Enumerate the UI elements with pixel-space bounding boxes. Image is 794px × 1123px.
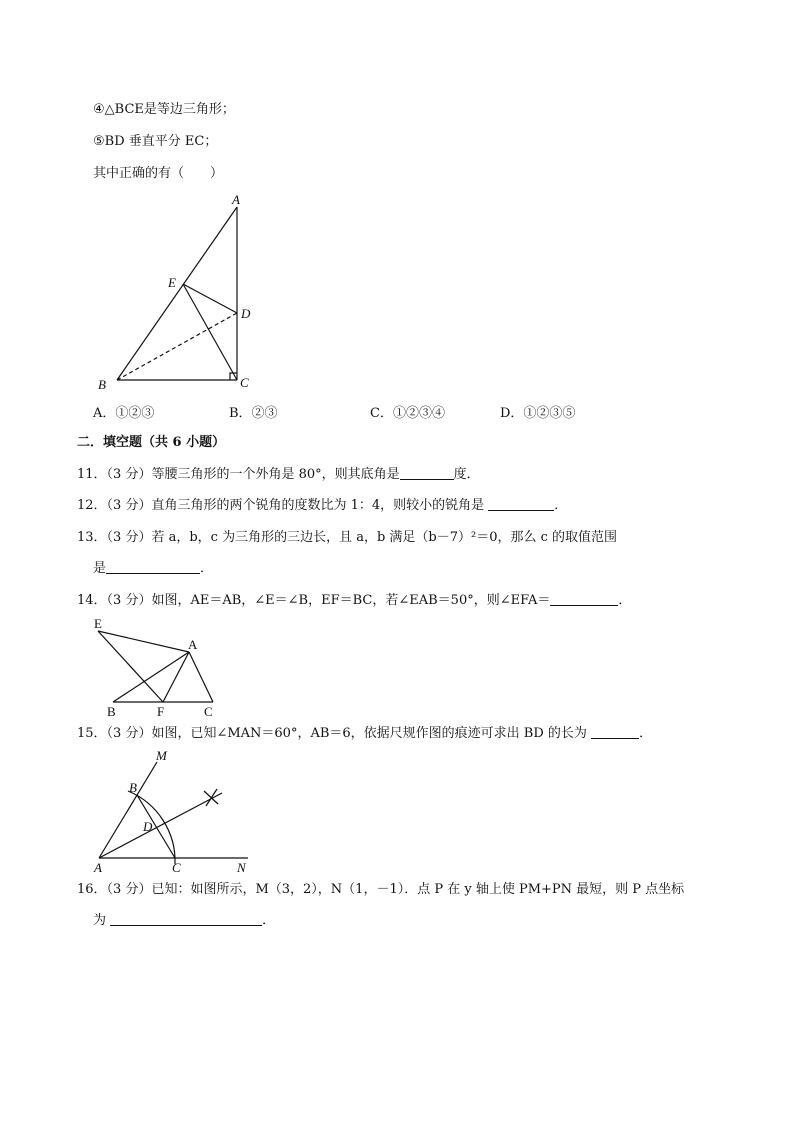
label-a: A: [188, 637, 198, 652]
question-11-suffix: 度．: [453, 467, 480, 482]
option-b[interactable]: B．②③: [229, 406, 278, 421]
label-c: C: [240, 375, 249, 390]
label-b: B: [107, 704, 116, 719]
answer-blank-16[interactable]: [110, 912, 262, 926]
label-b: B: [98, 377, 106, 392]
label-n: N: [237, 860, 246, 875]
option-d[interactable]: D．①②③⑤: [500, 406, 576, 421]
question-12-suffix: ．: [554, 498, 568, 513]
question-prompt: 其中正确的有（ ）: [93, 166, 224, 181]
label-e: E: [168, 275, 176, 290]
label-d: D: [241, 306, 251, 321]
bisector-ray: [99, 793, 222, 858]
statement-5: ⑤BD 垂直平分 EC；: [93, 134, 218, 149]
section-title: 二．填空题（共 6 小题）: [77, 435, 226, 450]
question-16-line2: [93, 912, 275, 930]
label-a: A: [94, 860, 102, 875]
question-11-text: 11．（3 分）等腰三角形的一个外角是 80°，则其底角是: [77, 467, 400, 482]
question-15-suffix: ．: [639, 726, 653, 741]
label-f: F: [157, 704, 165, 719]
label-b: B: [129, 780, 137, 795]
statement-4: ④△BCE是等边三角形；: [93, 102, 235, 117]
label-c: C: [172, 860, 181, 875]
question-13-suffix: ．: [200, 561, 214, 576]
question-13-prefix: 是: [93, 561, 107, 576]
arc-mark-2: [206, 789, 217, 806]
question-14-text: 14．（3 分）如图，AE＝AB，∠E＝∠B，EF＝BC，若∠EAB＝50°，则∠EFA＝: [77, 593, 551, 608]
question-16: 16．（3 分）已知：如图所示，M（3，2），N（1，－1）．点 P 在 y 轴上使 PM+PN 最短，则 P 点坐标: [77, 882, 685, 897]
label-m: M: [156, 748, 167, 763]
question-13: 13．（3 分）若 a，b，c 为三角形的三边长，且 a，b 满足（b－7）²＝0，那么 c 的取值范围: [77, 530, 618, 545]
option-c[interactable]: C．①②③④: [370, 406, 445, 421]
label-c: C: [204, 704, 213, 719]
label-e: E: [94, 616, 102, 631]
label-d: D: [143, 819, 153, 834]
label-a: A: [232, 192, 240, 207]
option-a[interactable]: A．①②③: [93, 406, 155, 421]
question-14-suffix: ．: [618, 593, 632, 608]
ray-am: [99, 762, 157, 858]
question-12-text: 12．（3 分）直角三角形的两个锐角的度数比为 1：4，则较小的锐角是: [77, 498, 485, 513]
question-15-text: 15．（3 分）如图，已知∠MAN＝60°，AB＝6，依据尺规作图的痕迹可求出 BD 的长为: [77, 726, 587, 741]
question-16-suffix: ．: [262, 913, 276, 928]
question-16-prefix: 为: [93, 913, 107, 928]
